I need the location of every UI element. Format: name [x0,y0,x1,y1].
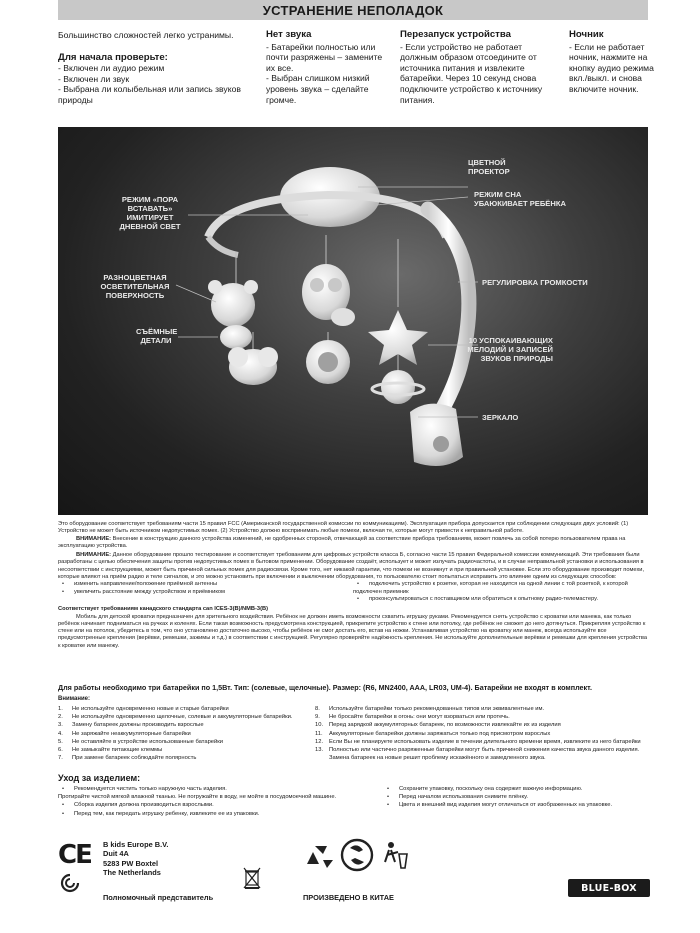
no-sound-heading: Нет звука [266,29,312,40]
callout-volume: РЕГУЛИРОВКА ГРОМКОСТИ [482,278,588,287]
warning-label: ВНИМАНИЕ: [76,552,112,559]
tidyman-icon [385,842,407,868]
care-item: • Сохраните упаковку, поскольку она содержит важную информацию. [383,785,663,793]
battery-heading: Для работы необходимо три батарейки по 1,5Вт. Тип: (солевые, щелочные). Размер: (R6, MN2400, AAA, LR03, UM-4). Батарейки не входят в комплект. [58,683,593,692]
authorized-representative: Полномочный представитель [103,893,214,902]
warning-item: 13. Полностью или частично разряженные батарейки могут быть причиной снижения качества звука данного изделия. Замена батареек на новые решит проблему искажённого и замедленного звука. [315,747,640,762]
care-item: • Сборка изделия должна производиться взрослыми. [58,801,378,809]
care-right [383,785,663,810]
warning-item: 6. Не замыкайте питающие клеммы [58,747,163,754]
no-sound-line: - Выбран слишком низкий уровень звука – сделайте громче. [266,73,370,105]
made-in-china: ПРОИЗВЕДЕНО В КИТАЕ [303,893,394,902]
warning-item: 11. Аккумуляторные батарейки должны заряжаться только под присмотром взрослых [315,730,551,737]
battery-warnings-left [58,705,313,762]
fcc-statement [58,521,648,650]
warning-item: 9. Не бросайте батарейки в огонь: они могут взорваться или протечь. [315,714,510,721]
check-item: - Включен ли звук [58,73,130,84]
fcc-p2-text: Внесение в конструкцию данного устройства изменений, не одобренных стороной, отвечающей за соответствие прибора требованиям, может повлечь за собой потерю пользователем права на эксплуатацию устройства. [58,535,626,549]
restart-heading: Перезапуск устройства [400,29,511,40]
fcc-bullet: • увеличить расстояние между устройством и приёмником [58,589,353,596]
warning-item: 2. Не используйте одновременно щелочные, солевые и аккумуляторные батарейки. [58,714,293,721]
callout-wake-mode: РЕЖИМ «ПОРА ВСТАВАТЬ» ИМИТИРУЕТ ДНЕВНОЙ СВЕТ [119,195,181,231]
cloud-toy [228,347,278,385]
recycle-arrows-icon [307,846,333,868]
warning-item: 12. Если Вы не планируете использовать изделие в течении длительного времени время, извлеките из него батарейки [315,738,641,745]
care-item: • Перед тем, как передать игрушку ребенку, извлеките ее из упаковки. [58,810,378,818]
swirl-logo-icon [60,873,80,893]
intro-text: Большинство сложностей легко устранимы. [58,30,234,40]
moon-toy [306,340,350,384]
callout-mirror: ЗЕРКАЛО [482,413,519,422]
troubleshoot-intro-column [58,30,258,106]
restart-column [400,30,560,105]
battery-warnings-right [315,705,660,762]
no-sound-column [266,30,390,105]
warning-item: 8. Используйте батарейки только рекомендованных типов или эквивалентные им. [315,706,545,712]
warning-item: 3. Замену батареек должны производить взрослые [58,722,204,729]
check-heading: Для начала проверьте: [58,51,168,63]
mobile-arm [428,209,469,417]
attention-label: Внимание: [58,696,90,702]
warning-item: 5. Не оставляйте в устройстве использованные батарейки [58,738,224,745]
warning-item: 4. Не заряжайте неаккумуляторные батарейки [58,730,191,737]
recycling-symbols [303,838,415,872]
no-sound-line: - Батарейки полностью или почти разряжены – замените их все. [266,41,383,73]
safety-paragraph: Мобиль для детской кроватки предназначен для зрительного воздействия. Ребёнок не должен иметь возможности схватить игрушку руками. Рекомендуется снять устройство с кроватки или манежа, как только ребёнок начинает подниматься на ручках и коленях. Если такая возможность предусмотрена конструкцией, прикрепите устройство к стене или потолку, где ребёнок не сможет до него дотянуться. Прикрепляя устройство к стене или на потолок, убедитесь в том, что оно установлено достаточно высоко, чтобы ребёнок не смог достать его, встав на ножки. Устанавливая устройство на кроватку или манеж, всегда используйте все предусмотренные крепления (верёвки, ремешки, зажимы и т.д.) в соответствии с инструкцией. Регулярно проверяйте надёжность крепления. Не используйте дополнительные верёвки и ремешки для крепления устройства к кроватке или манежу. [58,613,647,649]
canada-standard: Соответствует требованиям канадского стандарта can ICES-3(B)/NMB-3(B) [58,606,268,613]
mobile-base [410,404,463,466]
ce-mark-icon: CE [58,840,91,870]
care-item: Протирайте чистой мягкой влажной тканью. Не погружайте в воду, не мойте в посудомоечной машине. [58,794,337,801]
nightlight-text: - Если не работает ночник, нажмите на кнопку аудио режима вкл./выкл. и снова включите ночник. [569,41,654,94]
product-photo [58,127,648,515]
header-bar [58,0,648,20]
warning-label: ВНИМАНИЕ: [76,535,112,542]
care-item: • Рекомендуется чистить только наружную часть изделия. [58,785,378,793]
fcc-p3 [58,552,648,581]
brand-logo: BLUE-BOX [568,879,650,897]
fcc-bullets [58,581,648,603]
green-dot-icon [342,840,372,870]
check-item: - Выбрана ли колыбельная или запись звуков природы [58,84,241,105]
callout-glowing-surface: РАЗНОЦВЕТНАЯ ОСВЕТИТЕЛЬНАЯ ПОВЕРХНОСТЬ [100,273,170,300]
fcc-p2 [58,536,648,551]
manufacturer-address: B kids Europe B.V. Duit 4A 5283 PW Boxtel The Netherlands [103,840,169,878]
care-item: • Цвета и внешний вид изделия могут отличаться от изображенных на упаковке. [383,801,663,809]
care-left [58,785,378,818]
bear-toy [208,280,258,349]
fcc-bullet: • проконсультироваться с поставщиком или обратиться к опытному радио-телемастеру. [353,596,648,603]
page-title: УСТРАНЕНИЕ НЕПОЛАДОК [262,2,444,18]
weee-bin-icon [243,867,261,889]
planet-toy [372,370,424,404]
callout-melodies: 10 УСПОКАИВАЮЩИХ МЕЛОДИЙ И ЗАПИСЕЙ ЗВУКОВ ПРИРОДЫ [467,336,553,363]
fcc-p3-text: Данное оборудование прошло тестирование и соответствует требованиям для цифровых устройств класса Б, согласно части 15 правил Федеральной комиссии коммуникаций. Эти требования были разработаны с целью обеспечения защиты против недопустимых помех в бытовом применении. Оборудование создаёт, использует и может излучать радиочастоты, и в случае неправильной установки и использования в несоответствии с инструкциями, может быть причиной сильных помех для радиосвязи. Кроме того, нет никакой гарантии, что помехи не возникнут и при правильной установке. Если это оборудование производит помехи, которые влияют на приём радио и теле сигналов, и это можно установить при включении и выключении оборудования, то пользователю стоит попытаться исправить это влияние одним из следующих способов: [58,552,645,581]
warning-item: 10. Перед зарядкой аккумуляторных батареек, по возможности извлекайте их из изделия [315,722,561,729]
nightlight-heading: Ночник [569,29,604,40]
check-item: - Включен ли аудио режим [58,63,165,74]
fcc-bullet: • подключить устройство к розетке, которая не находится на одной линии с той розеткой, к которой подключен приемник [353,581,648,596]
warning-item: 7. При замене батареек соблюдайте полярность [58,755,197,762]
fcc-p1: Это оборудование соответствует требованиям части 15 правил FCC (Американской государственной комиссии по коммуникациям). Эксплуатация прибора допускается при соблюдении следующих двух условий: (1) Устройство не может быть источником недопустимых помех. (2) Устройство должно воспринимать любые помехи, включая те, которые могут привести к неправильной работе. [58,521,629,535]
mobile-illustration [58,127,648,515]
care-heading: Уход за изделием: [58,773,141,783]
owl-toy [302,264,355,326]
warning-item: 1. Не используйте одновременно новые и старые батарейки [58,706,229,712]
callout-projector: ЦВЕТНОЙ ПРОЕКТОР [468,158,510,176]
nightlight-column [569,30,654,95]
callout-calming-mode: РЕЖИМ СНА УБАЮКИВАЕТ РЕБЁНКА [474,190,566,208]
restart-text: - Если устройство не работает должным образом отсоедините от источника питания и извлеките батарейки. Через 10 секунд снова подключите устройство к источнику питания. [400,41,543,105]
care-item: • Перед началом использования снимите плёнку. [383,793,663,801]
callout-removable: СЪЁМНЫЕ ДЕТАЛИ [136,327,178,345]
fcc-bullet: • изменить направление/положение приёмной антенны [58,581,353,588]
